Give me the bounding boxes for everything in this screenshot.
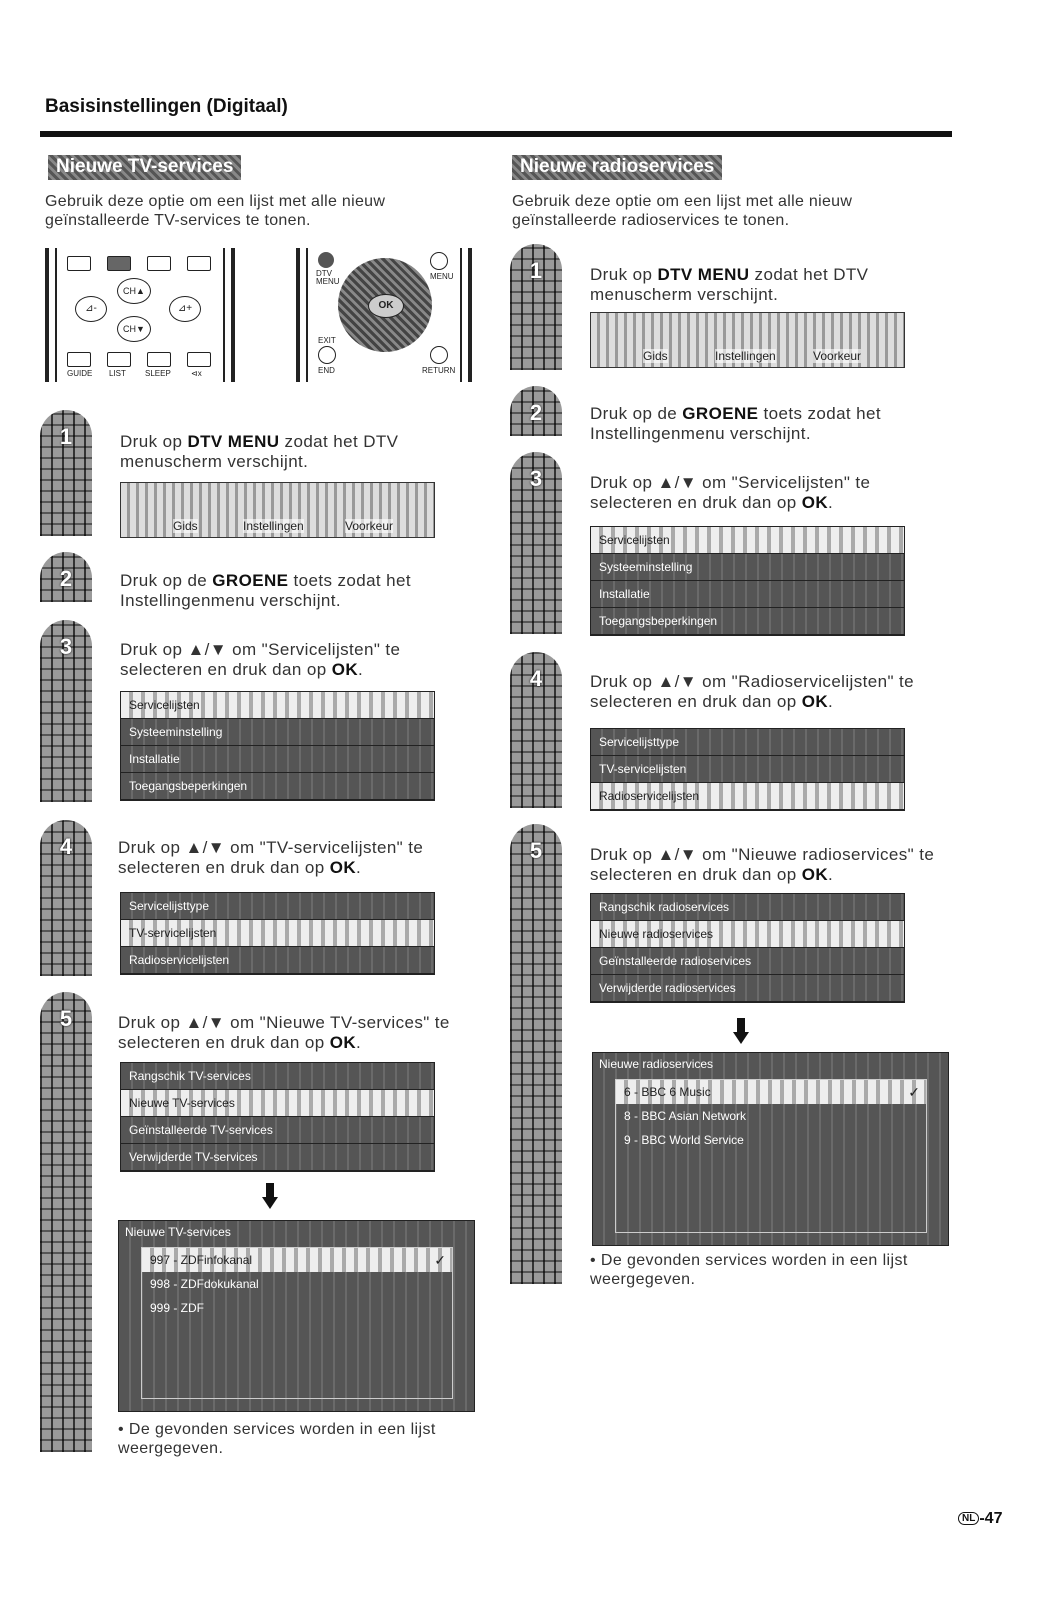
menu-item: TV-servicelijsten bbox=[591, 756, 904, 783]
menu-item: Installatie bbox=[591, 581, 904, 608]
left-intro: Gebruik deze optie om een lijst met alle nieuw geïnstalleerde TV-services te tonen. bbox=[45, 193, 386, 229]
list-item: 997 - ZDFinfokanal ✓ bbox=[142, 1248, 452, 1272]
dtv-menu-button bbox=[318, 252, 334, 268]
step-marker: 5 bbox=[40, 992, 92, 1452]
volume-up-button: ⊿+ bbox=[169, 296, 201, 322]
menu-item: Verwijderde radioservices bbox=[591, 975, 904, 1002]
menu-item: Servicelijsttype bbox=[591, 729, 904, 756]
menu-item: Servicelijsten bbox=[591, 527, 904, 554]
list-title: Nieuwe TV-services bbox=[125, 1225, 231, 1239]
menu-item: Verwijderde TV-services bbox=[121, 1144, 434, 1171]
dtv-menu-bar bbox=[120, 482, 435, 538]
menu-item: Radioservicelijsten bbox=[591, 783, 904, 810]
checkmark-icon: ✓ bbox=[434, 1252, 446, 1268]
menu-item: Toegangsbeperkingen bbox=[121, 773, 434, 800]
end-button bbox=[318, 346, 336, 364]
menu-item: Geïnstalleerde TV-services bbox=[121, 1117, 434, 1144]
menu-item: Geïnstalleerde radioservices bbox=[591, 948, 904, 975]
menubar-item-preferences: Voorkeur bbox=[345, 519, 394, 533]
step-instruction: Druk op ▲/▼ om "Servicelijsten" te selecteren en druk dan op OK. bbox=[120, 640, 401, 679]
menu-item: Servicelijsttype bbox=[121, 893, 434, 920]
color-button bbox=[67, 256, 91, 271]
step-marker: 2 bbox=[40, 552, 92, 602]
return-label: RETURN bbox=[422, 366, 456, 375]
settings-menu bbox=[120, 691, 435, 801]
menubar-item-settings: Instellingen bbox=[715, 349, 776, 363]
menubar-item-settings: Instellingen bbox=[243, 519, 304, 533]
step-marker: 3 bbox=[510, 452, 562, 634]
step-marker: 4 bbox=[40, 820, 92, 976]
ch-up-button: CH▲ bbox=[117, 278, 151, 304]
exit-label: EXIT bbox=[318, 336, 336, 345]
list-item: 8 - BBC Asian Network bbox=[624, 1109, 747, 1123]
ch-down-button: CH▼ bbox=[117, 316, 151, 342]
checkmark-icon: ✓ bbox=[908, 1084, 920, 1100]
step-instruction: Druk op ▲/▼ om "Nieuwe radioservices" te selecteren en druk dan op OK. bbox=[590, 845, 935, 884]
new-radio-services-list bbox=[592, 1052, 949, 1246]
menu-item: Nieuwe radioservices bbox=[591, 921, 904, 948]
color-button bbox=[107, 256, 131, 271]
step-instruction: Druk op ▲/▼ om "TV-servicelijsten" te selecteren en druk dan op OK. bbox=[118, 838, 424, 877]
sleep-label: SLEEP bbox=[145, 369, 171, 378]
result-note: • De gevonden services worden in een lijst weergegeven. bbox=[118, 1421, 436, 1457]
tv-service-list-menu bbox=[120, 1062, 435, 1172]
menu-item: TV-servicelijsten bbox=[121, 920, 434, 947]
guide-label: GUIDE bbox=[67, 369, 93, 378]
menu-label: MENU bbox=[430, 272, 454, 281]
page-title: Basisinstellingen (Digitaal) bbox=[45, 96, 288, 117]
menubar-item-guide: Gids bbox=[173, 519, 198, 533]
step-marker: 2 bbox=[510, 386, 562, 436]
service-list-menu bbox=[120, 892, 435, 975]
menu-item: Rangschik radioservices bbox=[591, 894, 904, 921]
menu-item: Rangschik TV-services bbox=[121, 1063, 434, 1090]
step-instruction: Druk op ▲/▼ om "Servicelijsten" te selecteren en druk dan op OK. bbox=[590, 473, 871, 512]
menu-item: Toegangsbeperkingen bbox=[591, 608, 904, 635]
remote-buttons-illustration bbox=[45, 248, 235, 382]
menu-item: Nieuwe TV-services bbox=[121, 1090, 434, 1117]
color-button bbox=[187, 256, 211, 271]
list-item: 998 - ZDFdokukanal bbox=[150, 1277, 259, 1291]
menu-item: Systeeminstelling bbox=[591, 554, 904, 581]
step-instruction: Druk op de GROENE toets zodat het Instellingenmenu verschijnt. bbox=[590, 404, 882, 443]
arrow-down-icon bbox=[262, 1183, 278, 1214]
step-marker: 4 bbox=[510, 652, 562, 808]
result-note: • De gevonden services worden in een lijst weergegeven. bbox=[590, 1252, 908, 1288]
menu-item: Systeeminstelling bbox=[121, 719, 434, 746]
remote-navpad-illustration bbox=[296, 248, 472, 382]
menu-button bbox=[430, 252, 448, 270]
ok-button: OK bbox=[368, 294, 404, 318]
menu-item: Radioservicelijsten bbox=[121, 947, 434, 974]
step-instruction: Druk op de GROENE toets zodat het Instellingenmenu verschijnt. bbox=[120, 571, 412, 610]
list-item: 9 - BBC World Service bbox=[624, 1133, 744, 1147]
new-tv-services-list bbox=[118, 1220, 475, 1412]
right-section-title: Nieuwe radioservices bbox=[512, 155, 722, 180]
step-marker: 1 bbox=[40, 410, 92, 536]
list-item: 999 - ZDF bbox=[150, 1301, 205, 1315]
arrow-down-icon bbox=[733, 1018, 749, 1049]
menubar-item-guide: Gids bbox=[643, 349, 668, 363]
menu-item: Servicelijsten bbox=[121, 692, 434, 719]
radio-service-list-menu bbox=[590, 893, 905, 1003]
step-instruction: Druk op ▲/▼ om "Radioservicelijsten" te selecteren en druk dan op OK. bbox=[590, 672, 914, 711]
list-item: 6 - BBC 6 Music ✓ bbox=[616, 1080, 926, 1104]
list-label: LIST bbox=[109, 369, 126, 378]
service-list-menu bbox=[590, 728, 905, 811]
right-intro: Gebruik deze optie om een lijst met alle nieuw geïnstalleerde radioservices te tonen. bbox=[512, 193, 853, 229]
menubar-item-preferences: Voorkeur bbox=[813, 349, 862, 363]
volume-down-button: ⊿- bbox=[75, 296, 107, 322]
dtv-menu-label: DTV MENU bbox=[316, 269, 340, 286]
step-marker: 1 bbox=[510, 244, 562, 370]
list-title: Nieuwe radioservices bbox=[599, 1057, 714, 1071]
step-instruction: Druk op DTV MENU zodat het DTV menuscherm verschijnt. bbox=[120, 432, 399, 471]
mute-label: ⊲x bbox=[191, 369, 202, 378]
menu-item: Installatie bbox=[121, 746, 434, 773]
return-button bbox=[430, 346, 448, 364]
step-instruction: Druk op DTV MENU zodat het DTV menuscherm verschijnt. bbox=[590, 265, 869, 304]
step-marker: 3 bbox=[40, 620, 92, 802]
dtv-menu-bar bbox=[590, 312, 905, 368]
color-button bbox=[147, 256, 171, 271]
settings-menu bbox=[590, 526, 905, 636]
header-rule bbox=[40, 131, 952, 137]
step-marker: 5 bbox=[510, 824, 562, 1284]
left-section-title: Nieuwe TV-services bbox=[48, 155, 241, 180]
step-instruction: Druk op ▲/▼ om "Nieuwe TV-services" te selecteren en druk dan op OK. bbox=[118, 1013, 450, 1052]
end-label: END bbox=[318, 366, 335, 375]
country-badge: NL bbox=[958, 1512, 979, 1525]
page-number: NL -47 bbox=[958, 1510, 1002, 1528]
